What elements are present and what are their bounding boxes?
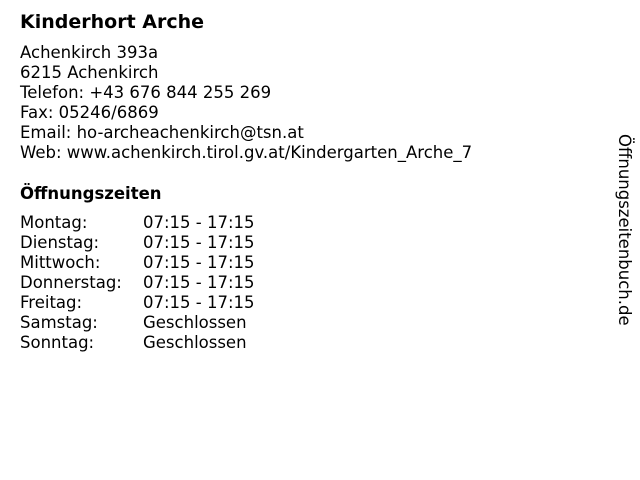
business-name: Kinderhort Arche <box>20 11 205 33</box>
hours-time: 07:15 - 17:15 <box>143 273 255 292</box>
email-address: Email: ho-archeachenkirch@tsn.at <box>20 123 304 142</box>
hours-day: Donnerstag: <box>20 273 122 292</box>
hours-row-monday <box>20 213 600 233</box>
hours-day: Sonntag: <box>20 333 95 352</box>
hours-day: Dienstag: <box>20 233 100 252</box>
phone-number: Telefon: +43 676 844 255 269 <box>20 83 272 102</box>
hours-time: 07:15 - 17:15 <box>143 293 255 312</box>
business-card <box>20 10 600 353</box>
hours-day: Samstag: <box>20 313 98 332</box>
opening-hours-heading: Öffnungszeiten <box>20 184 162 203</box>
contact-block <box>20 43 600 163</box>
opening-hours-table <box>20 213 600 353</box>
hours-time: 07:15 - 17:15 <box>143 253 255 272</box>
hours-time: 07:15 - 17:15 <box>143 233 255 252</box>
fax-number: Fax: 05246/6869 <box>20 103 159 122</box>
address-street: Achenkirch 393a <box>20 43 159 62</box>
hours-row-thursday <box>20 273 600 293</box>
hours-row-wednesday <box>20 253 600 273</box>
hours-day: Montag: <box>20 213 88 232</box>
hours-day: Freitag: <box>20 293 83 312</box>
hours-time: Geschlossen <box>143 313 247 332</box>
hours-day: Mittwoch: <box>20 253 101 272</box>
hours-row-saturday <box>20 313 600 333</box>
hours-time: 07:15 - 17:15 <box>143 213 255 232</box>
hours-row-sunday <box>20 333 600 353</box>
hours-row-friday <box>20 293 600 313</box>
hours-time: Geschlossen <box>143 333 247 352</box>
address-city: 6215 Achenkirch <box>20 63 159 82</box>
website-address: Web: www.achenkirch.tirol.gv.at/Kindergarten_Arche_7 <box>20 143 473 162</box>
hours-row-tuesday <box>20 233 600 253</box>
site-watermark: Öffnungszeitenbuch.de <box>615 134 634 326</box>
